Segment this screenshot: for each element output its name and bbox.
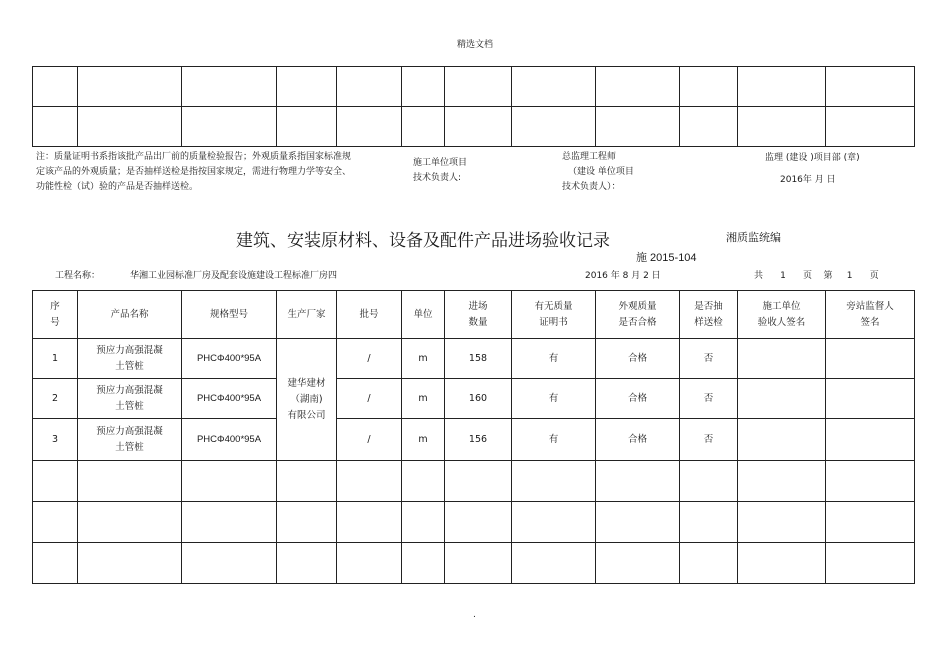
note-line: 注：质量证明书系指该批产品出厂前的质量检验报告；外观质量系指国家标准规 xyxy=(36,152,352,162)
cell-unit: m xyxy=(402,379,445,419)
table-row-empty xyxy=(33,543,915,584)
cell-spec: PHCΦ400*95A xyxy=(182,339,277,379)
header-cell: 有无质量 证明书 xyxy=(512,291,596,339)
table-row xyxy=(33,419,915,461)
cell-construction-sign xyxy=(738,419,826,461)
chief-supervisor-label: 技术负责人）： xyxy=(562,182,621,192)
header-cell: 外观质量 是否合格 xyxy=(596,291,680,339)
header-cell: 规格型号 xyxy=(182,291,277,339)
record-date: 2016 年 8 月 2 日 xyxy=(585,271,661,281)
table-row-empty xyxy=(33,461,915,502)
header-cell: 进场 数量 xyxy=(445,291,512,339)
signature-date: 2016年 月 日 xyxy=(780,175,836,185)
cell-appearance: 合格 xyxy=(596,379,680,419)
cell-sampled: 否 xyxy=(680,379,738,419)
cell-batch: / xyxy=(337,339,402,379)
table-row xyxy=(33,379,915,419)
cell-supervisor-sign xyxy=(826,379,915,419)
form-compiler: 湘质监统编 xyxy=(726,231,781,244)
cell-sampled: 否 xyxy=(680,339,738,379)
cell-unit: m xyxy=(402,339,445,379)
cell-appearance: 合格 xyxy=(596,419,680,461)
cell-cert: 有 xyxy=(512,339,596,379)
cell-product-name: 预应力高强混凝 土管桩 xyxy=(78,379,182,419)
project-name-label: 工程名称： xyxy=(55,271,101,281)
header-cell: 是否抽 样送检 xyxy=(680,291,738,339)
cell-supervisor-sign xyxy=(826,419,915,461)
cell-spec: PHCΦ400*95A xyxy=(182,419,277,461)
note-line: 定该产品的外观质量；是否抽样送检是指按国家规定，需进行物理力学等安全、 xyxy=(36,167,352,177)
table-row-empty xyxy=(33,502,915,543)
form-title: 建筑、安装原材料、设备及配件产品进场验收记录 xyxy=(236,231,610,251)
cell-manufacturer: 建华建材 （湖南) 有限公司 xyxy=(277,339,337,461)
cell-product-name: 预应力高强混凝 土管桩 xyxy=(78,419,182,461)
cell-spec: PHCΦ400*95A xyxy=(182,379,277,419)
project-name: 华湘工业园标准厂房及配套设施建设工程标准厂房四 xyxy=(130,271,338,281)
cell-sampled: 否 xyxy=(680,419,738,461)
header-cell: 序 号 xyxy=(33,291,78,339)
cell-qty: 156 xyxy=(445,419,512,461)
header-cell: 施工单位 验收人签名 xyxy=(738,291,826,339)
acceptance-record-table xyxy=(32,290,915,584)
page-footer-dot: . xyxy=(473,610,476,620)
header-cell: 批号 xyxy=(337,291,402,339)
page-header-label: 精选文档 xyxy=(456,40,493,50)
chief-supervisor-label: （建设 单位项目 xyxy=(568,167,634,177)
cell-supervisor-sign xyxy=(826,339,915,379)
table-header-row xyxy=(33,291,915,339)
cell-appearance: 合格 xyxy=(596,339,680,379)
cell-cert: 有 xyxy=(512,419,596,461)
cell-no: 2 xyxy=(33,379,78,419)
cell-batch: / xyxy=(337,419,402,461)
cell-qty: 160 xyxy=(445,379,512,419)
construction-unit-label: 技术负责人: xyxy=(413,173,462,183)
cell-product-name: 预应力高强混凝 土管桩 xyxy=(78,339,182,379)
cell-unit: m xyxy=(402,419,445,461)
chief-supervisor-signature xyxy=(562,150,634,195)
form-code: 施 2015-104 xyxy=(636,252,697,264)
header-cell: 旁站监督人 签名 xyxy=(826,291,915,339)
construction-unit-label: 施工单位项目 xyxy=(413,158,468,168)
cell-no: 3 xyxy=(33,419,78,461)
page-info: 共 1 页 第 1 页 xyxy=(754,271,879,281)
construction-unit-signature xyxy=(413,156,467,186)
header-cell: 产品名称 xyxy=(78,291,182,339)
header-cell: 生产厂家 xyxy=(277,291,337,339)
cell-batch: / xyxy=(337,379,402,419)
note-line: 功能性检（试）验的产品是否抽样送检。 xyxy=(36,182,199,192)
table-row xyxy=(33,339,915,379)
header-cell: 单位 xyxy=(402,291,445,339)
cell-cert: 有 xyxy=(512,379,596,419)
cell-construction-sign xyxy=(738,379,826,419)
top-blank-table xyxy=(32,66,915,147)
chief-supervisor-label: 总监理工程师 xyxy=(562,152,617,162)
supervision-dept-label: 监理 (建设 )项目部 (章) xyxy=(765,153,860,163)
cell-qty: 158 xyxy=(445,339,512,379)
notes-block xyxy=(36,150,376,195)
cell-no: 1 xyxy=(33,339,78,379)
cell-construction-sign xyxy=(738,339,826,379)
